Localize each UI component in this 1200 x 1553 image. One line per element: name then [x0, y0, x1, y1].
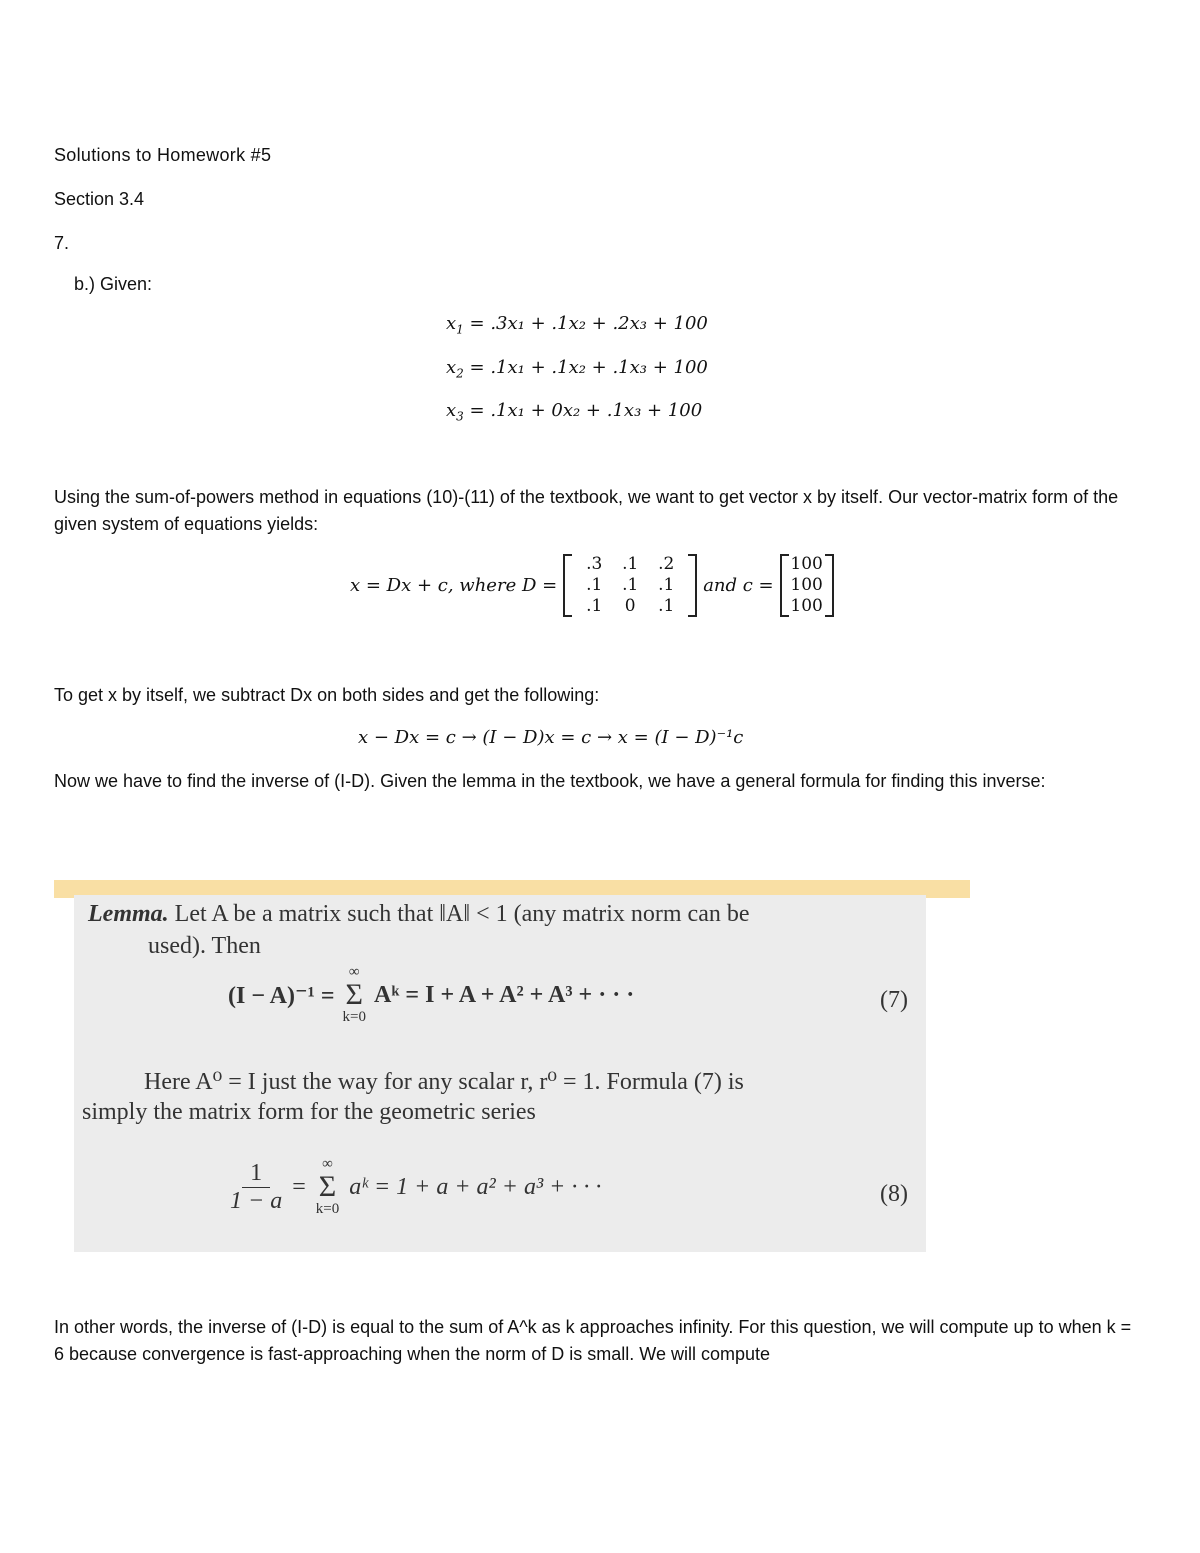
paragraph-sum-of-powers: Using the sum-of-powers method in equations (10)-(11) of the textbook, we want to get vector x by itself. Our vector-matrix form of the given system of equations yields:	[54, 487, 1119, 534]
lemma-equation-8: $\frac{1}{1 - a}$ = ∞ Σ k=0 aᵏ = 1 + a + a² + a³ + · · ·	[230, 1156, 602, 1217]
paragraph-inverse: Now we have to find the inverse of (I-D). Given the lemma in the textbook, we have a general formula for finding this inverse:	[54, 771, 1046, 791]
problem-number: 7.	[54, 233, 70, 253]
matrix-equation-mid: and c =	[703, 575, 774, 596]
paragraph-compute: In other words, the inverse of (I-D) is equal to the sum of A^k as k approaches infinity. For this question, we will compute up to when k = 6 because convergence is fast-approaching when the norm of D is small. We will compute	[54, 1317, 1132, 1364]
section-heading: Section 3.4	[54, 189, 145, 209]
paragraph-subtract: To get x by itself, we subtract Dx on both sides and get the following:	[54, 685, 600, 705]
equation-tag-7: (7)	[880, 987, 908, 1013]
lemma-line-1: Lemma. Let A be a matrix such that ‖A‖ < 1 (any matrix norm can be	[88, 901, 750, 927]
equation-tag-8: (8)	[880, 1181, 908, 1207]
sum-symbol: ∞ Σ k=0	[315, 1156, 340, 1217]
derivation-equation: x − Dx = c → (I − D)x = c → x = (I − D)⁻¹c	[358, 727, 744, 748]
fraction: $\frac{1}{1 - a}$	[230, 1159, 283, 1214]
equation-1: $x_1 = .3x_1 + .1x_2 + .2x_3 + 100$	[446, 313, 708, 337]
doc-title: Solutions to Homework #5	[54, 145, 272, 165]
lemma-line-3: Here A⁰ = I just the way for any scalar r, r⁰ = 1. Formula (7) is	[144, 1069, 744, 1095]
sum-symbol: ∞ Σ k=0	[342, 964, 367, 1025]
equation-3: $x_3 = .1x_1 + 0x_2 + .1x_3 + 100$	[446, 400, 703, 424]
lemma-line-4: simply the matrix form for the geometric series	[82, 1099, 536, 1125]
part-label: b.) Given:	[74, 274, 153, 294]
equation-2: $x_2 = .1x_1 + .1x_2 + .1x_3 + 100$	[446, 357, 708, 381]
lemma-scan-image	[74, 895, 926, 1252]
vector-c: 100 100 100	[780, 554, 834, 617]
lemma-line-2: used). Then	[148, 933, 261, 959]
lemma-equation-7: (I − A)⁻¹ = ∞ Σ k=0 Aᵏ = I + A + A² + A³ + · · ·	[228, 964, 635, 1025]
matrix-equation	[350, 554, 834, 617]
matrix-d: .3 .1 .2 .1 .1 .1 .1 0 .1	[563, 554, 697, 617]
matrix-equation-prefix: x = Dx + c, where D =	[350, 575, 558, 596]
